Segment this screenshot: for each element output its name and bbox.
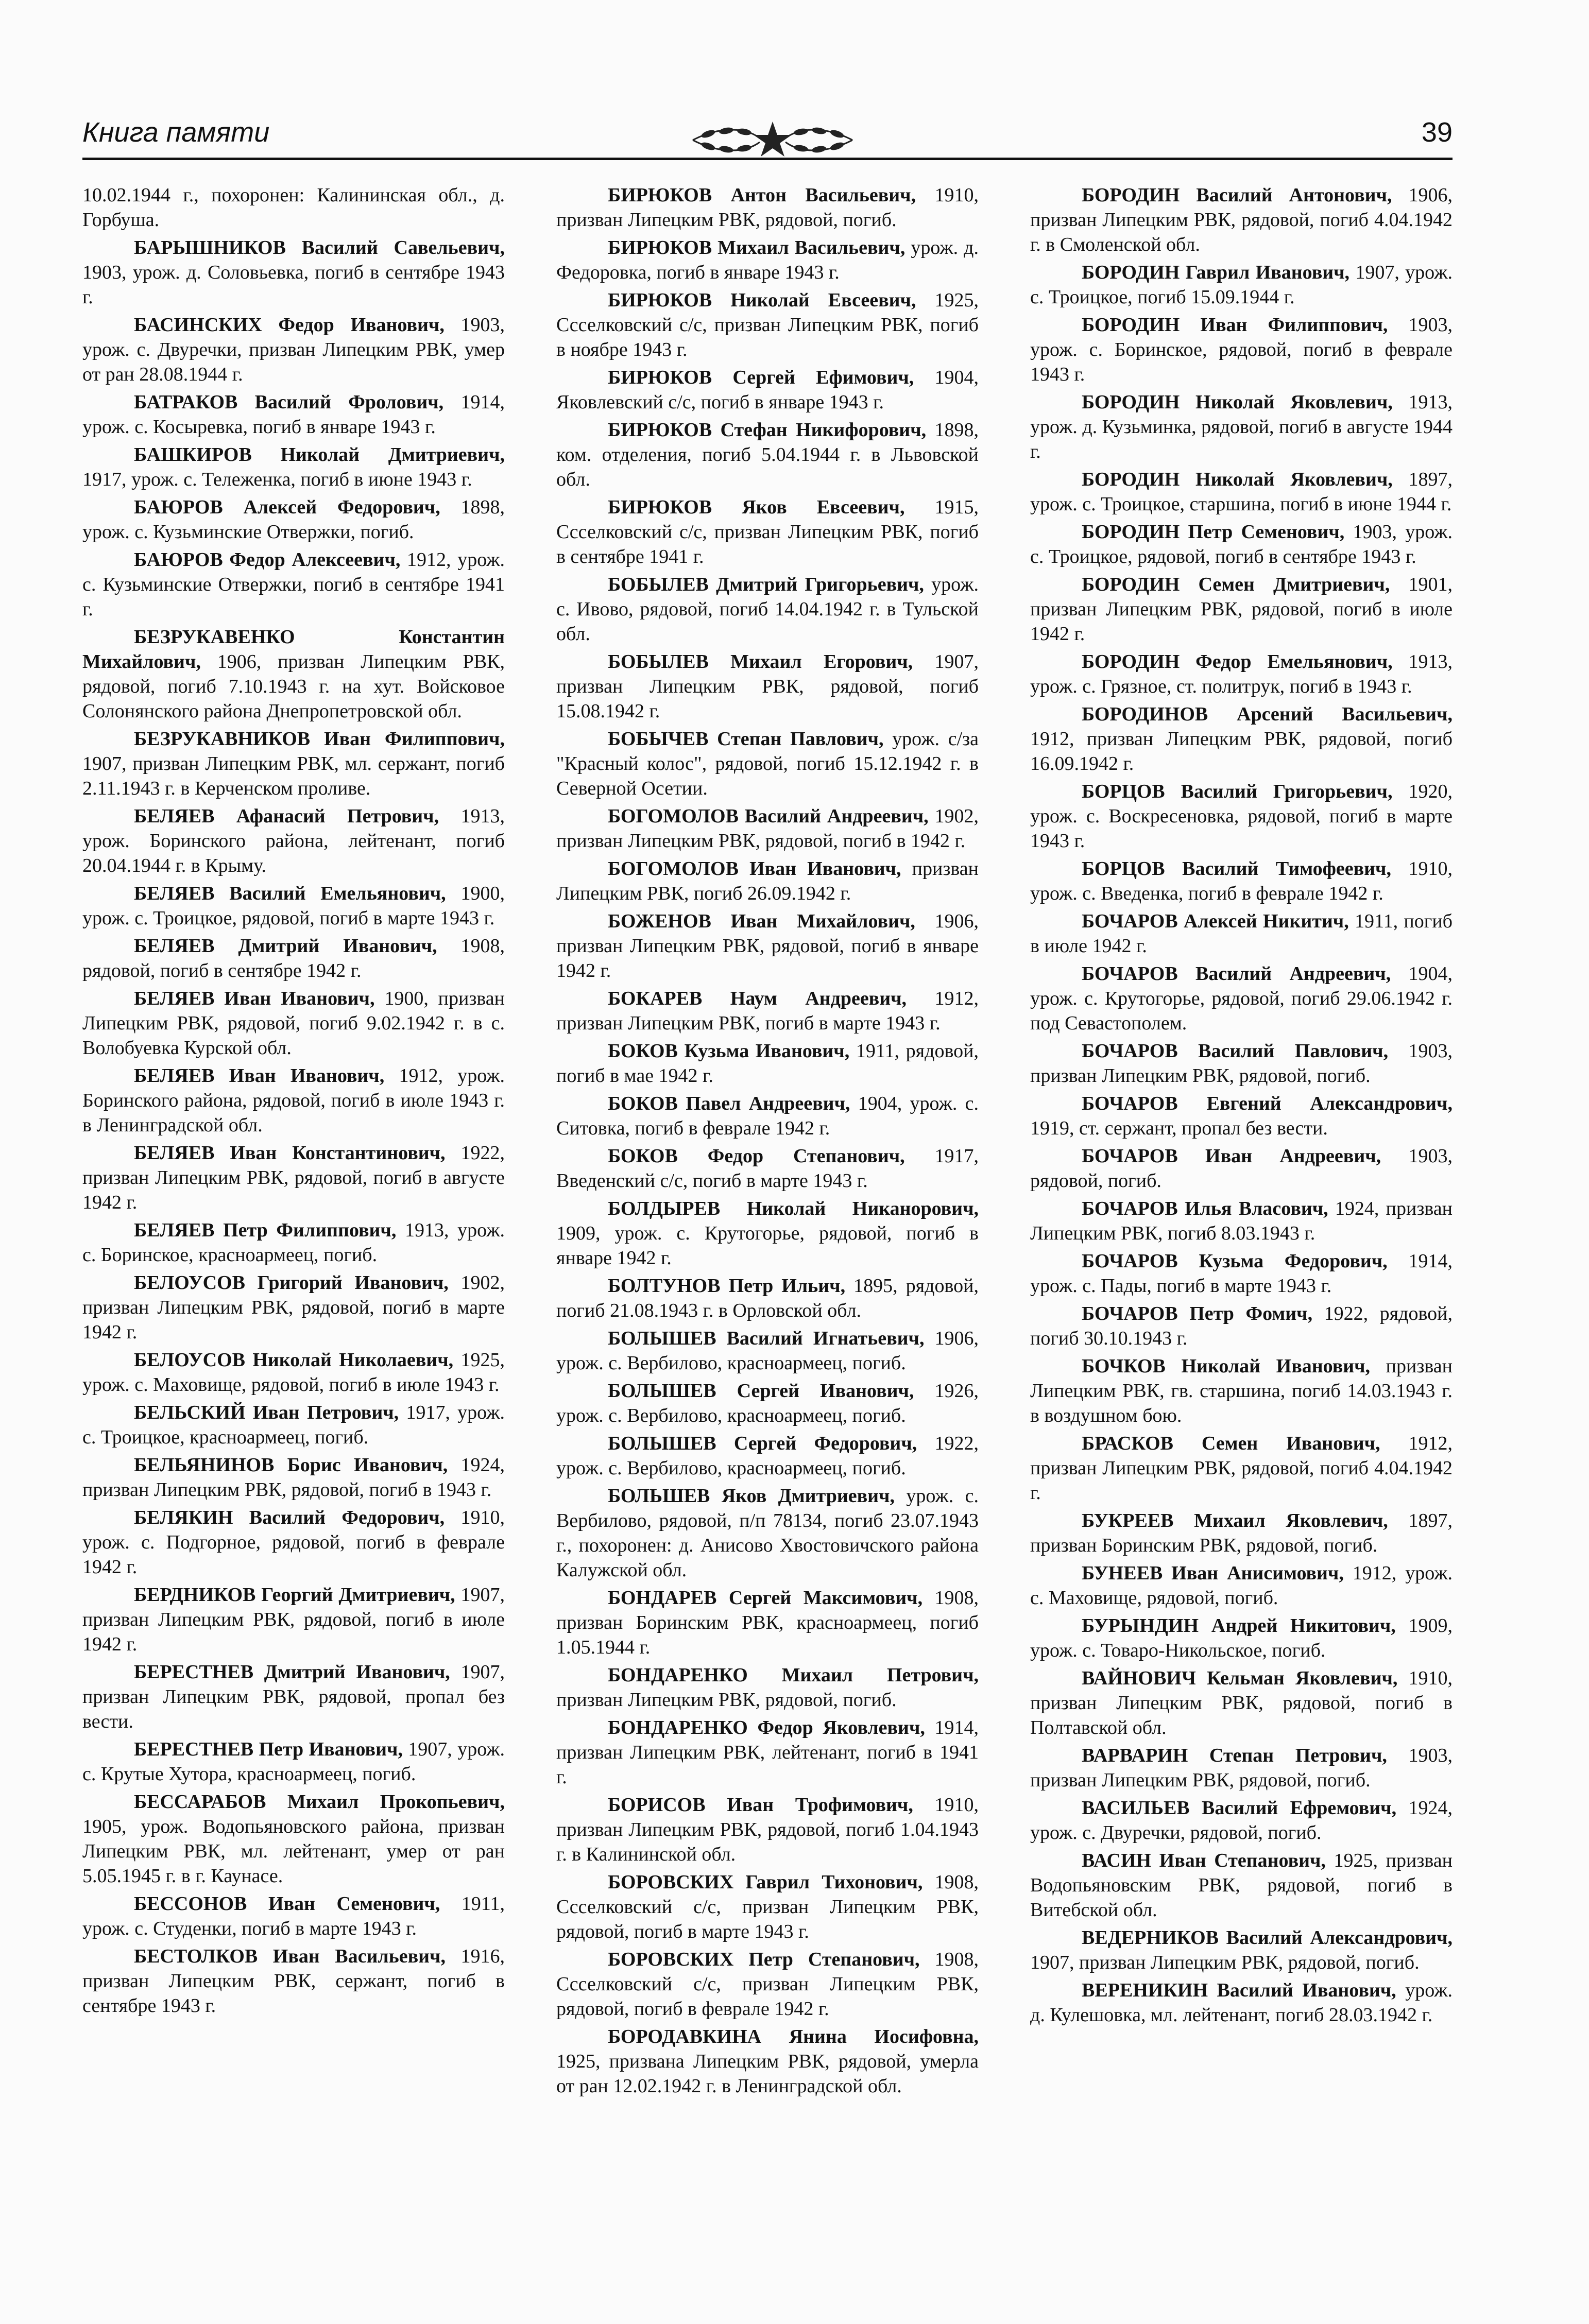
person-name: БЕЛЯЕВ Дмитрий Иванович, bbox=[134, 935, 437, 957]
memorial-entry bbox=[556, 1947, 979, 2021]
entry-details: 1903, урож. с. Боринское, рядовой, погиб в феврале 1943 г. bbox=[1030, 314, 1453, 385]
entry-details: 1912, призван Липецким РВК, погиб в марте 1943 г. bbox=[556, 988, 979, 1034]
memorial-entry bbox=[1030, 1666, 1453, 1740]
person-name: БОГОМОЛОВ Василий Андреевич, bbox=[608, 805, 929, 827]
memorial-entry bbox=[556, 1379, 979, 1428]
person-name: БЕЛЯЕВ Василий Емельянович, bbox=[134, 883, 446, 904]
person-name: БОЧКОВ Николай Иванович, bbox=[1082, 1355, 1371, 1377]
memorial-entry bbox=[82, 934, 505, 983]
entry-details: 1926, урож. с. Вербилово, красноармеец, погиб. bbox=[556, 1380, 979, 1426]
memorial-entry bbox=[82, 1453, 505, 1502]
memorial-entry bbox=[1030, 1249, 1453, 1298]
entry-details: 1903, урож. с. Двуречки, призван Липецким РВК, умер от ран 28.08.1944 г. bbox=[82, 314, 505, 385]
memorial-entry bbox=[82, 1505, 505, 1579]
entry-details: урож. д. Федоровка, погиб в январе 1943 г. bbox=[556, 237, 979, 283]
person-name: БОЧАРОВ Иван Андреевич, bbox=[1082, 1145, 1381, 1167]
person-name: ВЕРЕНИКИН Василий Иванович, bbox=[1082, 1979, 1396, 2001]
person-name: ВАРВАРИН Степан Петрович, bbox=[1082, 1745, 1387, 1766]
person-name: ВЕДЕРНИКОВ Василий Александрович, bbox=[1082, 1927, 1453, 1949]
entry-details: 1912, призван Липецким РВК, рядовой, погиб 16.09.1942 г. bbox=[1030, 728, 1453, 774]
memorial-entry bbox=[556, 1273, 979, 1323]
person-name: БАШКИРОВ Николай Дмитриевич, bbox=[134, 444, 505, 466]
memorial-entry bbox=[82, 986, 505, 1060]
entry-details: 1906, призван Липецким РВК, рядовой, погиб 4.04.1942 г. в Смоленской обл. bbox=[1030, 184, 1453, 255]
entry-details: 1911, рядовой, погиб в мае 1942 г. bbox=[556, 1040, 979, 1087]
memorial-entry bbox=[82, 1582, 505, 1657]
entry-details: 1903, рядовой, погиб. bbox=[1030, 1145, 1453, 1192]
memorial-entry bbox=[1030, 1613, 1453, 1663]
memorial-entry bbox=[556, 1431, 979, 1481]
entry-details: 1915, Ссселковский с/с, призван Липецким РВК, погиб в сентябре 1941 г. bbox=[556, 496, 979, 567]
person-name: БЕЛЯЕВ Иван Иванович, bbox=[134, 988, 375, 1009]
memorial-entry bbox=[82, 1660, 505, 1734]
person-name: БОЧАРОВ Алексей Никитич, bbox=[1082, 910, 1349, 932]
memorial-entry bbox=[1030, 856, 1453, 906]
entry-details: 1913, урож. Боринского района, лейтенант, погиб 20.04.1944 г. в Крыму. bbox=[82, 805, 505, 876]
memorial-entry bbox=[556, 365, 979, 415]
entry-details: 1917, урож. с. Тележенка, погиб в июне 1943 г. bbox=[82, 469, 472, 490]
entry-details: 1907, урож. с. Троицкое, погиб 15.09.1944 г. bbox=[1030, 262, 1453, 308]
entry-details: 1897, урож. с. Троицкое, старшина, погиб в июне 1944 г. bbox=[1030, 469, 1453, 515]
entry-details: 1911, погиб в июле 1942 г. bbox=[1030, 910, 1453, 957]
entry-details: 1900, урож. с. Троицкое, рядовой, погиб в марте 1943 г. bbox=[82, 883, 505, 929]
person-name: БЕРЕСТНЕВ Петр Иванович, bbox=[134, 1738, 403, 1760]
entry-details: 1917, урож. с. Троицкое, красноармеец, погиб. bbox=[82, 1402, 505, 1448]
memorial-entry bbox=[1030, 1301, 1453, 1351]
memorial-entry bbox=[556, 235, 979, 285]
memorial-entry bbox=[556, 1144, 979, 1193]
memorial-entry bbox=[82, 804, 505, 878]
memorial-entry bbox=[1030, 390, 1453, 464]
page-number: 39 bbox=[1421, 117, 1453, 148]
memorial-entry bbox=[1030, 1039, 1453, 1088]
entry-details: 1910, урож. с. Подгорное, рядовой, погиб в феврале 1942 г. bbox=[82, 1507, 505, 1578]
person-name: БОРЦОВ Василий Григорьевич, bbox=[1082, 781, 1393, 802]
entry-details: 1910, призван Липецким РВК, рядовой, погиб в Полтавской обл. bbox=[1030, 1667, 1453, 1738]
memorial-entry bbox=[1030, 649, 1453, 699]
memorial-entry bbox=[1030, 909, 1453, 958]
entry-details: 1919, ст. сержант, пропал без вести. bbox=[1030, 1117, 1328, 1139]
entry-details: 1906, урож. с. Вербилово, красноармеец, погиб. bbox=[556, 1328, 979, 1374]
memorial-entry bbox=[556, 804, 979, 853]
memorial-entry bbox=[1030, 260, 1453, 309]
entry-details: 1922, рядовой, погиб 30.10.1943 г. bbox=[1030, 1303, 1453, 1349]
person-name: БОЛДЫРЕВ Николай Никанорович, bbox=[608, 1198, 979, 1219]
memorial-entry bbox=[82, 1400, 505, 1450]
person-name: БОБЫЛЕВ Михаил Егорович, bbox=[608, 651, 913, 673]
book-title: Книга памяти bbox=[82, 117, 270, 148]
person-name: БОБЫЧЕВ Степан Павлович, bbox=[608, 728, 884, 750]
entry-details: урож. д. Кулешовка, мл. лейтенант, погиб 28.03.1942 г. bbox=[1030, 1979, 1453, 2026]
entry-details: 1901, призван Липецким РВК, рядовой, погиб в июле 1942 г. bbox=[1030, 574, 1453, 645]
memorial-entry bbox=[556, 1484, 979, 1582]
memorial-entry bbox=[556, 288, 979, 362]
entry-details: 1904, урож. с. Крутогорье, рядовой, погиб 29.06.1942 г. под Севастополем. bbox=[1030, 963, 1453, 1034]
entry-details: 1906, призван Липецким РВК, рядовой, погиб в январе 1942 г. bbox=[556, 910, 979, 982]
entry-details: 1922, призван Липецким РВК, рядовой, погиб в августе 1942 г. bbox=[82, 1142, 505, 1213]
entry-details: 1912, урож. Боринского района, рядовой, погиб в июле 1943 г. в Ленинградской обл. bbox=[82, 1065, 505, 1136]
entry-details: 1907, призван Липецким РВК, рядовой, пропал без вести. bbox=[82, 1661, 505, 1732]
memorial-entry bbox=[556, 183, 979, 232]
person-name: БЕССОНОВ Иван Семенович, bbox=[134, 1893, 440, 1915]
person-name: БУНЕЕВ Иван Анисимович, bbox=[1082, 1562, 1344, 1584]
memorial-entry bbox=[82, 495, 505, 544]
entry-details: 1908, призван Боринским РВК, красноармеец, погиб 1.05.1944 г. bbox=[556, 1587, 979, 1658]
person-name: БЕРДНИКОВ Георгий Дмитриевич, bbox=[134, 1584, 455, 1606]
person-name: БРАСКОВ Семен Иванович, bbox=[1082, 1433, 1380, 1454]
person-name: БЕЛЯЕВ Иван Иванович, bbox=[134, 1065, 385, 1087]
entry-details: 1907, призван Липецким РВК, рядовой, погиб в июле 1942 г. bbox=[82, 1584, 505, 1655]
person-name: БИРЮКОВ Михаил Васильевич, bbox=[608, 237, 905, 259]
memorial-entry bbox=[1030, 1796, 1453, 1845]
entry-details: 1910, урож. с. Введенка, погиб в феврале 1942 г. bbox=[1030, 858, 1453, 904]
entry-details: 1914, урож. с. Косыревка, погиб в январе 1943 г. bbox=[82, 391, 505, 438]
person-name: БАТРАКОВ Василий Фролович, bbox=[134, 391, 444, 413]
memorial-entry bbox=[556, 495, 979, 569]
person-name: БОРОДИН Николай Яковлевич, bbox=[1082, 391, 1393, 413]
memorial-entry bbox=[1030, 1743, 1453, 1793]
entry-details: 1913, урож. с. Боринское, красноармеец, погиб. bbox=[82, 1219, 505, 1266]
entry-details: 1895, рядовой, погиб 21.08.1943 г. в Орловской обл. bbox=[556, 1275, 979, 1321]
entry-details: 1898, ком. отделения, погиб 5.04.1944 г. в Львовской обл. bbox=[556, 419, 979, 490]
person-name: БОНДАРЕВ Сергей Максимович, bbox=[608, 1587, 923, 1609]
entry-details: призван Липецким РВК, гв. старшина, погиб 14.03.1943 г. в воздушном бою. bbox=[1030, 1355, 1453, 1426]
person-name: БАЮРОВ Федор Алексеевич, bbox=[134, 549, 401, 571]
entry-details: 1912, урож. с. Маховище, рядовой, погиб. bbox=[1030, 1562, 1453, 1609]
person-name: ВАСИН Иван Степанович, bbox=[1082, 1850, 1326, 1871]
entry-details: 1920, урож. с. Воскресеновка, рядовой, погиб в марте 1943 г. bbox=[1030, 781, 1453, 852]
memorial-entry bbox=[1030, 1561, 1453, 1610]
person-name: БОЧАРОВ Илья Власович, bbox=[1082, 1198, 1328, 1219]
person-name: БОКОВ Федор Степанович, bbox=[608, 1145, 905, 1167]
entry-details: 1925, призван Водопьяновским РВК, рядовой, погиб в Витебской обл. bbox=[1030, 1850, 1453, 1921]
person-name: БОЧАРОВ Василий Павлович, bbox=[1082, 1040, 1389, 1062]
entry-details: 10.02.1944 г., похоронен: Калининская обл., д. Горбуша. bbox=[82, 184, 505, 231]
person-name: БОРОДИН Николай Яковлевич, bbox=[1082, 469, 1393, 490]
memorial-entry bbox=[1030, 520, 1453, 569]
person-name: БОРИСОВ Иван Трофимович, bbox=[608, 1794, 913, 1816]
person-name: БЕЛЬСКИЙ Иван Петрович, bbox=[134, 1402, 399, 1423]
memorial-entry bbox=[1030, 1431, 1453, 1505]
person-name: БЕЛЯКИН Василий Федорович, bbox=[134, 1507, 445, 1528]
person-name: БОЧАРОВ Петр Фомич, bbox=[1082, 1303, 1313, 1324]
person-name: БОРОДАВКИНА Янина Иосифовна, bbox=[608, 2026, 979, 2047]
memorial-entry bbox=[556, 909, 979, 983]
person-name: БОРОДИН Гаврил Иванович, bbox=[1082, 262, 1350, 283]
entry-details: 1917, Введенский с/с, погиб в марте 1943 г. bbox=[556, 1145, 979, 1192]
memorial-entry bbox=[556, 1586, 979, 1660]
memorial-entry bbox=[1030, 313, 1453, 387]
memorial-entry bbox=[556, 572, 979, 646]
entry-details: 1916, призван Липецким РВК, сержант, погиб в сентябре 1943 г. bbox=[82, 1946, 505, 2017]
memorial-entry bbox=[556, 986, 979, 1036]
entry-details: 1925, Ссселковский с/с, призван Липецким РВК, погиб в ноябре 1943 г. bbox=[556, 289, 979, 360]
memorial-entry bbox=[556, 1196, 979, 1270]
person-name: БОЛЫШЕВ Сергей Иванович, bbox=[608, 1380, 914, 1402]
column-3 bbox=[1030, 183, 1453, 2294]
person-name: БОЖЕНОВ Иван Михайлович, bbox=[608, 910, 915, 932]
memorial-entry bbox=[82, 1944, 505, 2018]
memorial-entry bbox=[556, 1091, 979, 1141]
person-name: ВАСИЛЬЕВ Василий Ефремович, bbox=[1082, 1797, 1397, 1819]
memorial-entry bbox=[82, 1891, 505, 1941]
memorial-entry bbox=[82, 1141, 505, 1215]
memorial-entry bbox=[556, 1039, 979, 1088]
person-name: БЕЗРУКАВНИКОВ Иван Филиппович, bbox=[134, 728, 505, 750]
entry-details: 1904, урож. с. Ситовка, погиб в феврале 1942 г. bbox=[556, 1093, 979, 1139]
memorial-entry bbox=[82, 625, 505, 724]
person-name: БОКАРЕВ Наум Андреевич, bbox=[608, 988, 907, 1009]
entry-details: 1898, урож. с. Кузьминские Отвержки, погиб. bbox=[82, 496, 505, 543]
person-name: БОБЫЛЕВ Дмитрий Григорьевич, bbox=[608, 574, 924, 595]
memorial-entry bbox=[82, 235, 505, 309]
memorial-entry bbox=[1030, 1196, 1453, 1246]
memorial-entry bbox=[82, 1218, 505, 1267]
person-name: БЕЛЯЕВ Афанасий Петрович, bbox=[134, 805, 439, 827]
entry-details: 1924, урож. с. Двуречки, рядовой, погиб. bbox=[1030, 1797, 1453, 1844]
entry-details: 1907, урож. с. Крутые Хутора, красноармеец, погиб. bbox=[82, 1738, 505, 1785]
entry-details: 1907, призван Липецким РВК, рядовой, погиб 15.08.1942 г. bbox=[556, 651, 979, 722]
person-name: БЕЛЬЯНИНОВ Борис Иванович, bbox=[134, 1454, 448, 1476]
person-name: БЕЗРУКАВЕНКО Константин Михайлович, bbox=[82, 626, 505, 673]
memorial-entry bbox=[1030, 1978, 1453, 2027]
memorial-entry bbox=[82, 1348, 505, 1397]
entry-details: 1903, призван Липецким РВК, рядовой, погиб. bbox=[1030, 1745, 1453, 1791]
person-name: БЕССАРАБОВ Михаил Прокопьевич, bbox=[134, 1791, 505, 1813]
entry-details: 1910, призван Липецким РВК, рядовой, погиб. bbox=[556, 184, 979, 231]
entry-details: урож. с. Ивово, рядовой, погиб 14.04.1942 г. в Тульской обл. bbox=[556, 574, 979, 645]
person-name: БОКОВ Кузьма Иванович, bbox=[608, 1040, 850, 1062]
person-name: БОЛТУНОВ Петр Ильич, bbox=[608, 1275, 846, 1297]
memorial-entry bbox=[82, 1270, 505, 1345]
memorial-entry bbox=[82, 442, 505, 492]
memorial-entry bbox=[82, 1063, 505, 1138]
memorial-entry bbox=[1030, 961, 1453, 1036]
entry-details: 1904, Яковлевский с/с, погиб в январе 1943 г. bbox=[556, 367, 979, 413]
memorial-entry bbox=[556, 649, 979, 724]
entry-details: 1925, урож. с. Маховище, рядовой, погиб в июле 1943 г. bbox=[82, 1349, 505, 1396]
memorial-entry bbox=[556, 1870, 979, 1944]
entry-details: 1908, рядовой, погиб в сентябре 1942 г. bbox=[82, 935, 505, 982]
entry-details: призван Липецким РВК, погиб 26.09.1942 г. bbox=[556, 858, 979, 904]
person-name: БОКОВ Павел Андреевич, bbox=[608, 1093, 850, 1114]
entry-details: 1906, призван Липецким РВК, рядовой, погиб 7.10.1943 г. на хут. Войсковое Солонянского района Днепропетровской обл. bbox=[82, 651, 505, 722]
person-name: БАСИНСКИХ Федор Иванович, bbox=[134, 314, 445, 336]
person-name: БОЧАРОВ Кузьма Федорович, bbox=[1082, 1250, 1388, 1272]
memorial-entry bbox=[556, 418, 979, 492]
memorial-entry bbox=[1030, 1144, 1453, 1193]
entry-details: 1911, урож. с. Студенки, погиб в марте 1943 г. bbox=[82, 1893, 505, 1939]
entry-details: 1908, Ссселковский с/с, призван Липецким РВК, рядовой, погиб в феврале 1942 г. bbox=[556, 1949, 979, 2020]
memorial-entry bbox=[556, 1326, 979, 1375]
entry-details: 1902, призван Липецким РВК, рядовой, погиб в 1942 г. bbox=[556, 805, 979, 852]
person-name: БИРЮКОВ Стефан Никифорович, bbox=[608, 419, 927, 441]
header-divider bbox=[82, 158, 1453, 160]
entry-details: 1907, призван Липецким РВК, рядовой, погиб. bbox=[1030, 1952, 1420, 1973]
laurel-star-ornament-icon bbox=[688, 117, 858, 159]
entry-details: 1914, урож. с. Пады, погиб в марте 1943 г. bbox=[1030, 1250, 1453, 1297]
person-name: БОРОДИНОВ Арсений Васильевич, bbox=[1082, 703, 1453, 725]
entry-details: 1909, урож. с. Крутогорье, рядовой, погиб в январе 1942 г. bbox=[556, 1223, 979, 1269]
person-name: БУРЫНДИН Андрей Никитович, bbox=[1082, 1615, 1396, 1637]
person-name: БОРОДИН Петр Семенович, bbox=[1082, 521, 1345, 543]
entry-details: 1922, урож. с. Вербилово, красноармеец, погиб. bbox=[556, 1433, 979, 1479]
entry-details: 1908, Ссселковский с/с, призван Липецким РВК, рядовой, погиб в марте 1943 г. bbox=[556, 1871, 979, 1942]
person-name: БОРЦОВ Василий Тимофеевич, bbox=[1082, 858, 1391, 880]
person-name: БОРОВСКИХ Петр Степанович, bbox=[608, 1949, 920, 1970]
entry-details: 1897, призван Боринским РВК, рядовой, погиб. bbox=[1030, 1510, 1453, 1556]
person-name: БОРОВСКИХ Гаврил Тихонович, bbox=[608, 1871, 923, 1893]
entry-details: призван Липецким РВК, рядовой, погиб. bbox=[556, 1689, 897, 1711]
memorial-entry bbox=[1030, 1508, 1453, 1558]
entry-details: 1900, призван Липецким РВК, рядовой, погиб 9.02.1942 г. в с. Волобуевка Курской обл. bbox=[82, 988, 505, 1059]
memorial-entry bbox=[1030, 702, 1453, 776]
entry-details: 1912, урож. с. Кузьминские Отвержки, погиб в сентябре 1941 г. bbox=[82, 549, 505, 620]
entry-details: 1905, урож. Водопьяновского района, призван Липецким РВК, мл. лейтенант, умер от ран 5.05.1945 г. в г. Каунасе. bbox=[82, 1816, 505, 1887]
memorial-entry bbox=[1030, 1091, 1453, 1141]
memorial-entry bbox=[1030, 1925, 1453, 1975]
entry-details: 1903, урож. с. Троицкое, рядовой, погиб в сентябре 1943 г. bbox=[1030, 521, 1453, 567]
memorial-entry bbox=[82, 881, 505, 931]
memorial-entry bbox=[1030, 779, 1453, 853]
entry-details: 1914, призван Липецким РВК, лейтенант, погиб в 1941 г. bbox=[556, 1717, 979, 1788]
memorial-entry bbox=[556, 856, 979, 906]
person-name: БИРЮКОВ Николай Евсеевич, bbox=[608, 289, 916, 311]
memorial-entry bbox=[1030, 572, 1453, 646]
column-1 bbox=[82, 183, 505, 2294]
person-name: БИРЮКОВ Яков Евсеевич, bbox=[608, 496, 905, 518]
memorial-columns bbox=[82, 183, 1453, 2294]
person-name: БОРОДИН Федор Емельянович, bbox=[1082, 651, 1393, 673]
entry-details: 1924, призван Липецким РВК, рядовой, погиб в 1943 г. bbox=[82, 1454, 505, 1501]
entry-details: 1903, урож. д. Соловьевка, погиб в сентябре 1943 г. bbox=[82, 262, 505, 308]
memorial-entry bbox=[556, 1793, 979, 1867]
running-header bbox=[82, 108, 1453, 165]
memorial-entry bbox=[82, 1737, 505, 1786]
person-name: БЕРЕСТНЕВ Дмитрий Иванович, bbox=[134, 1661, 450, 1683]
person-name: БОНДАРЕНКО Михаил Петрович, bbox=[608, 1664, 979, 1686]
person-name: БЕЛОУСОВ Григорий Иванович, bbox=[134, 1272, 449, 1294]
person-name: БОЛЬШЕВ Яков Дмитриевич, bbox=[608, 1485, 895, 1507]
person-name: БОРОДИН Василий Антонович, bbox=[1082, 184, 1392, 206]
person-name: БУКРЕЕВ Михаил Яковлевич, bbox=[1082, 1510, 1388, 1531]
person-name: БЕЛОУСОВ Николай Николаевич, bbox=[134, 1349, 454, 1371]
person-name: БИРЮКОВ Антон Васильевич, bbox=[608, 184, 916, 206]
memorial-entry bbox=[556, 1715, 979, 1789]
memorial-entry bbox=[556, 1663, 979, 1712]
person-name: БАЮРОВ Алексей Федорович, bbox=[134, 496, 440, 518]
memorial-entry bbox=[82, 183, 505, 232]
person-name: БОНДАРЕНКО Федор Яковлевич, bbox=[608, 1717, 925, 1738]
entry-details: 1907, призван Липецким РВК, мл. сержант, погиб 2.11.1943 г. в Керченском проливе. bbox=[82, 753, 505, 799]
person-name: БОРОДИН Иван Филиппович, bbox=[1082, 314, 1388, 336]
person-name: БОЛЫШЕВ Сергей Федорович, bbox=[608, 1433, 917, 1454]
memorial-entry bbox=[1030, 1354, 1453, 1428]
memorial-entry bbox=[1030, 183, 1453, 257]
memorial-entry bbox=[82, 1789, 505, 1888]
memorial-entry bbox=[82, 727, 505, 801]
entry-details: 1913, урож. с. Грязное, ст. политрук, погиб в 1943 г. bbox=[1030, 651, 1453, 697]
person-name: БЕСТОЛКОВ Иван Васильевич, bbox=[134, 1946, 446, 1967]
person-name: БАРЫШНИКОВ Василий Савельевич, bbox=[134, 237, 505, 259]
person-name: БОГОМОЛОВ Иван Иванович, bbox=[608, 858, 901, 880]
memorial-entry bbox=[82, 390, 505, 439]
person-name: БОЧАРОВ Евгений Александрович, bbox=[1082, 1093, 1453, 1114]
person-name: БИРЮКОВ Сергей Ефимович, bbox=[608, 367, 914, 388]
person-name: ВАЙНОВИЧ Кельман Яковлевич, bbox=[1082, 1667, 1398, 1689]
entry-details: 1924, призван Липецким РВК, погиб 8.03.1943 г. bbox=[1030, 1198, 1453, 1244]
entry-details: 1910, призван Липецким РВК, рядовой, погиб 1.04.1943 г. в Калининской обл. bbox=[556, 1794, 979, 1865]
entry-details: 1902, призван Липецким РВК, рядовой, погиб в марте 1942 г. bbox=[82, 1272, 505, 1343]
memorial-entry bbox=[82, 547, 505, 622]
person-name: БОЧАРОВ Василий Андреевич, bbox=[1082, 963, 1391, 985]
memorial-entry bbox=[1030, 467, 1453, 517]
person-name: БОРОДИН Семен Дмитриевич, bbox=[1082, 574, 1390, 595]
column-2 bbox=[556, 183, 979, 2294]
entry-details: 1903, призван Липецким РВК, рядовой, погиб. bbox=[1030, 1040, 1453, 1087]
person-name: БЕЛЯЕВ Петр Филиппович, bbox=[134, 1219, 397, 1241]
entry-details: 1909, урож. с. Товаро-Никольское, погиб. bbox=[1030, 1615, 1453, 1661]
entry-details: 1912, призван Липецким РВК, рядовой, погиб 4.04.1942 г. bbox=[1030, 1433, 1453, 1504]
entry-details: 1913, урож. д. Кузьминка, рядовой, погиб в августе 1944 г. bbox=[1030, 391, 1453, 462]
memorial-entry bbox=[1030, 1848, 1453, 1922]
memorial-entry bbox=[556, 2024, 979, 2098]
person-name: БЕЛЯЕВ Иван Константинович, bbox=[134, 1142, 446, 1164]
person-name: БОЛЫШЕВ Василий Игнатьевич, bbox=[608, 1328, 925, 1349]
entry-details: 1925, призвана Липецким РВК, рядовой, умерла от ран 12.02.1942 г. в Ленинградской обл. bbox=[556, 2051, 979, 2097]
memorial-entry bbox=[82, 313, 505, 387]
entry-details: урож. с/за "Красный колос", рядовой, погиб 15.12.1942 г. в Северной Осетии. bbox=[556, 728, 979, 799]
entry-details: урож. с. Вербилово, рядовой, п/п 78134, погиб 23.07.1943 г., похоронен: д. Анисово Хвостовичского района Калужской обл. bbox=[556, 1485, 979, 1581]
memorial-entry bbox=[556, 727, 979, 801]
